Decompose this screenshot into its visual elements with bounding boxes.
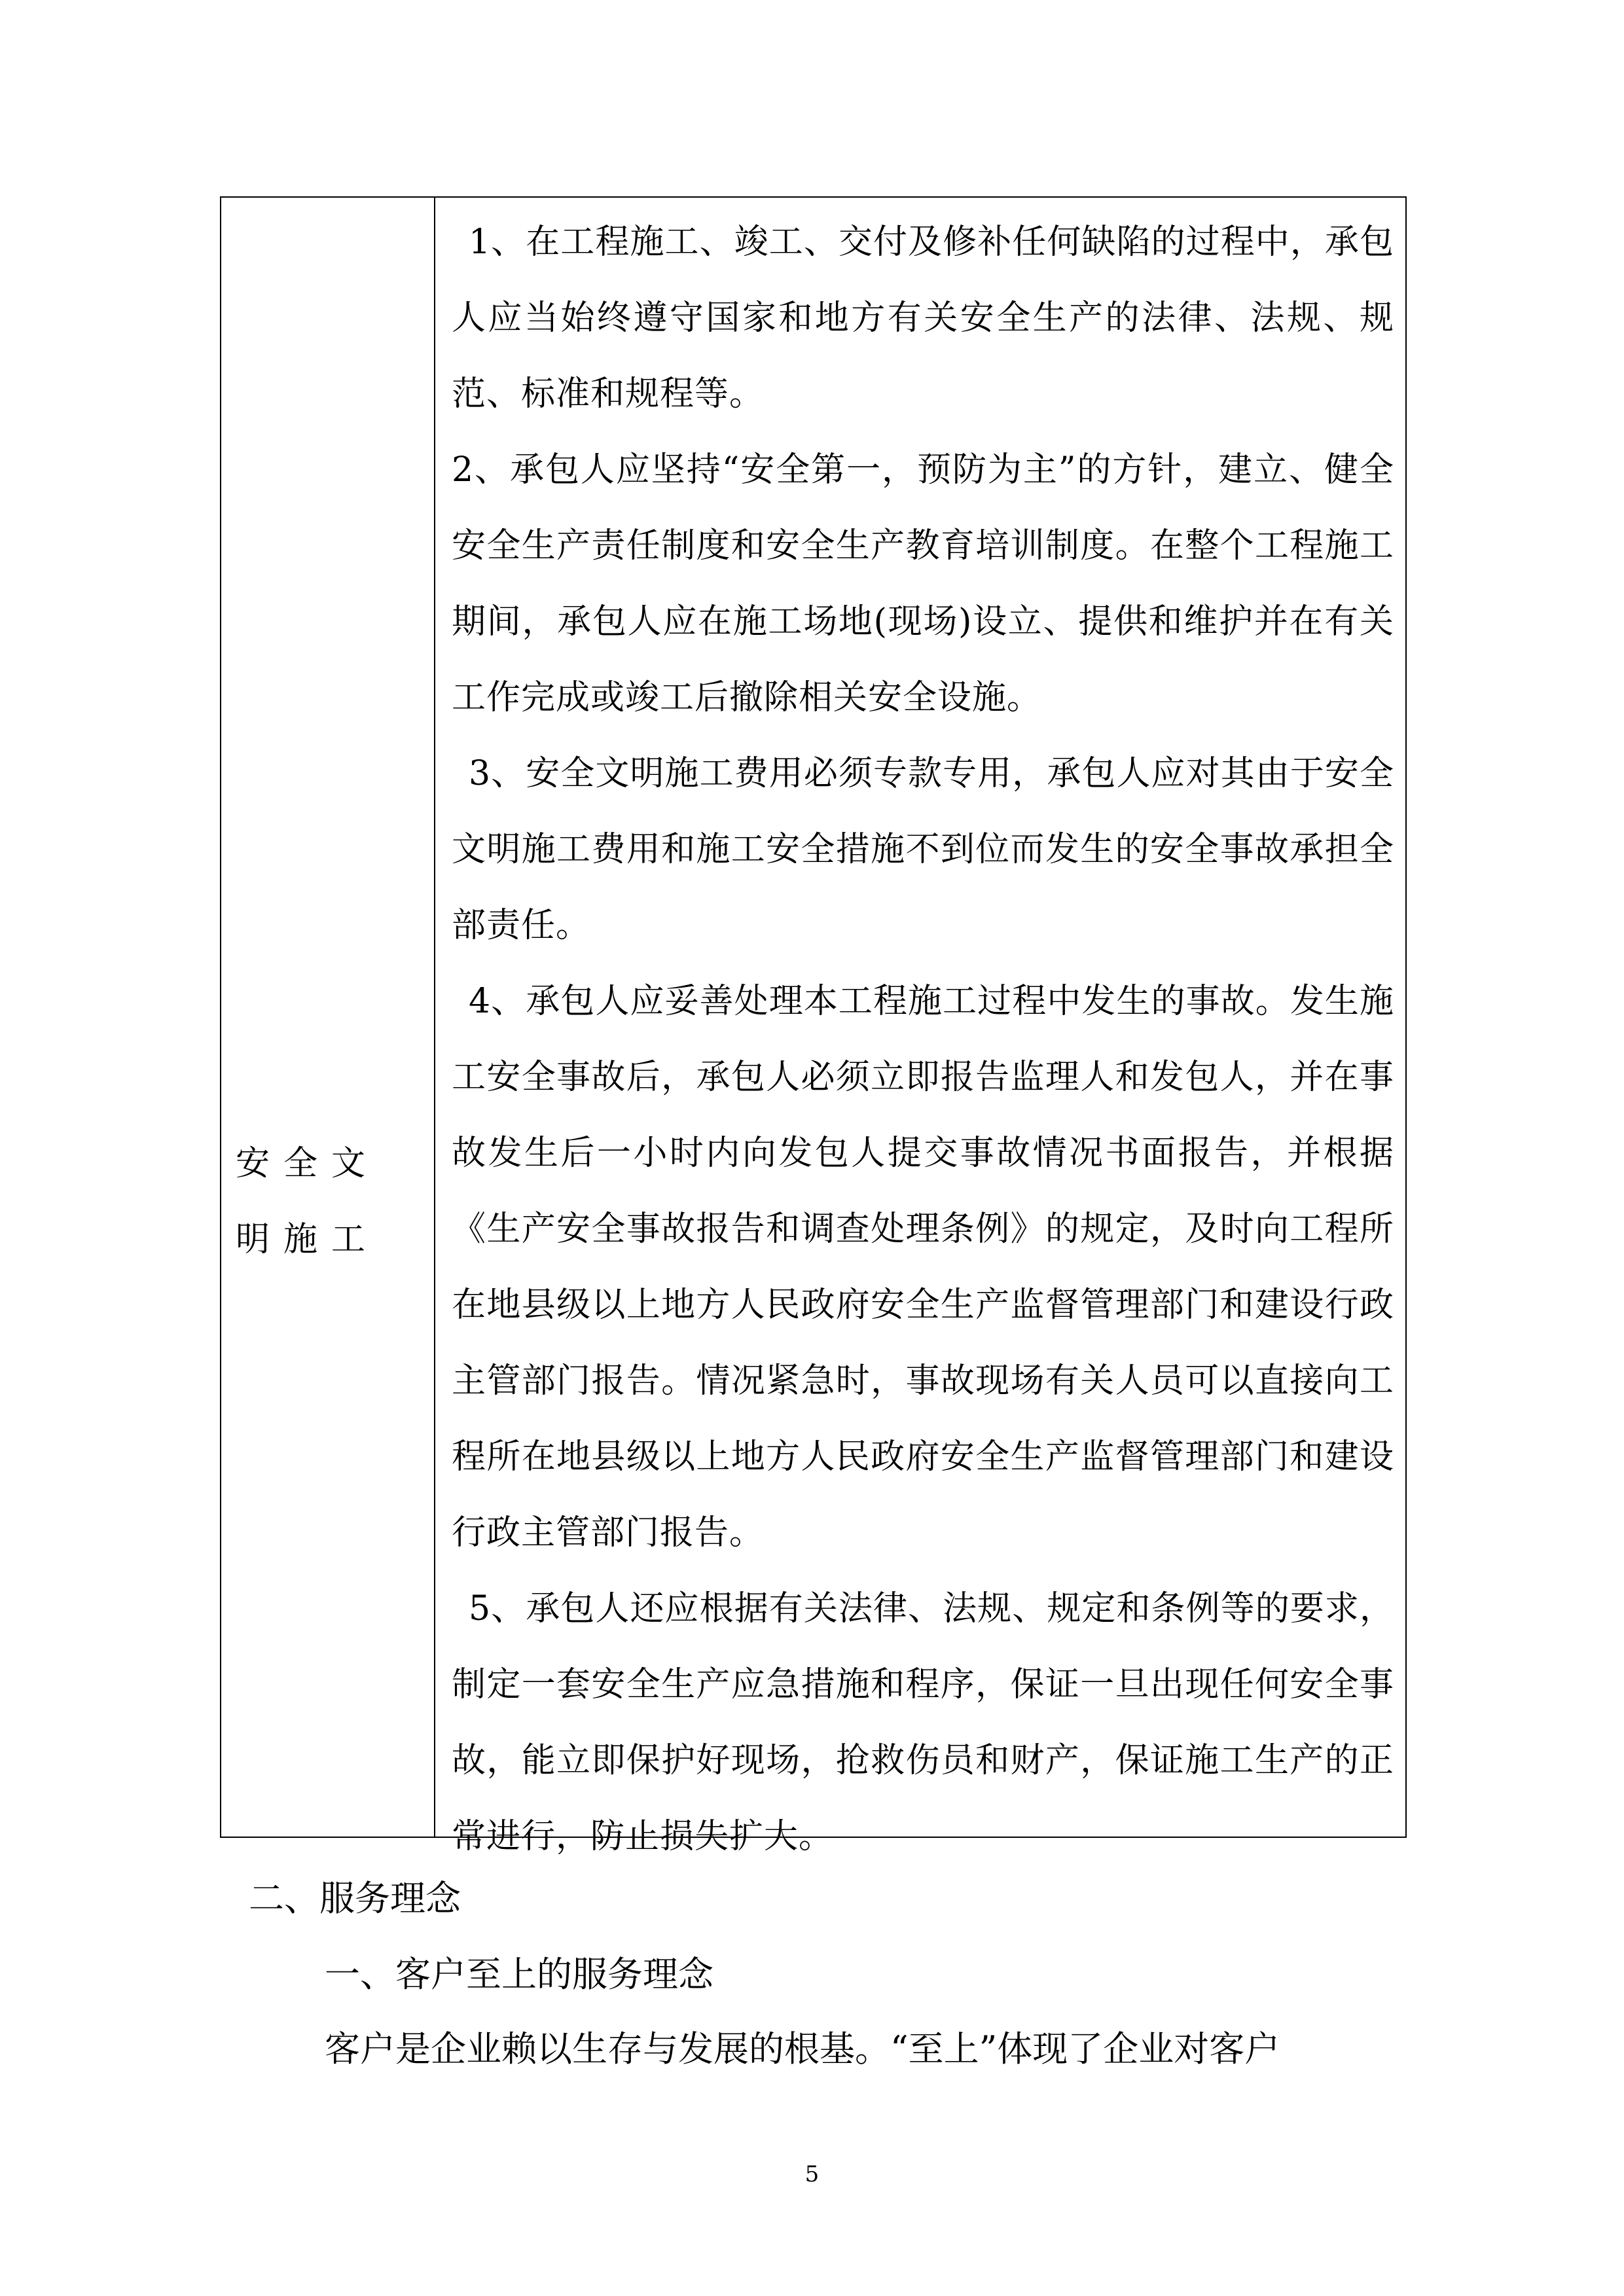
section-subheading: 一、客户至上的服务理念 [325, 1954, 713, 1995]
clause-1: 1、在工程施工、竣工、交付及修补任何缺陷的过程中，承包人应当始终遵守国家和地方有关安全生产的法律、法规、规范、标准和规程等。 [452, 223, 1394, 414]
content-table [220, 196, 1407, 1856]
page-number: 5 [804, 2161, 820, 2187]
table-content-cell [452, 204, 1394, 1874]
section-heading: 二、服务理念 [249, 1878, 461, 1919]
clause-2: 2、承包人应坚持“安全第一，预防为主”的方针，建立、健全安全生产责任制度和安全生产教育培训制度。在整个工程施工期间，承包人应在施工场地(现场)设立、提供和维护并在有关工作完成或竣工后撤除相关安全设施。 [452, 450, 1394, 717]
clause-3: 3、安全文明施工费用必须专款专用，承包人应对其由于安全文明施工费用和施工安全措施不到位而发生的安全事故承担全部责任。 [452, 754, 1394, 945]
clause-4: 4、承包人应妥善处理本工程施工过程中发生的事故。发生施工安全事故后，承包人必须立即报告监理人和发包人，并在事故发生后一小时内向发包人提交事故情况书面报告，并根据《生产安全事故报告和调查处理条例》的规定，及时向工程所在地县级以上地方人民政府安全生产监督管理部门和建设行政主管部门报告。情况紧急时，事故现场有关人员可以直接向工程所在地县级以上地方人民政府安全生产监督管理部门和建设行政主管部门报告。 [452, 982, 1394, 1552]
section-body-text: 客户是企业赖以生存与发展的根基。“至上”体现了企业对客户 [325, 2028, 1280, 2070]
clause-5: 5、承包人还应根据有关法律、法规、规定和条例等的要求，制定一套安全生产应急措施和程序，保证一旦出现任何安全事故，能立即保护好现场，抢救伤员和财产，保证施工生产的正常进行，防止损失扩大。 [452, 1589, 1394, 1856]
table-row-label: 安全文明施工 [236, 1144, 380, 1259]
table-label-cell [221, 198, 435, 1837]
